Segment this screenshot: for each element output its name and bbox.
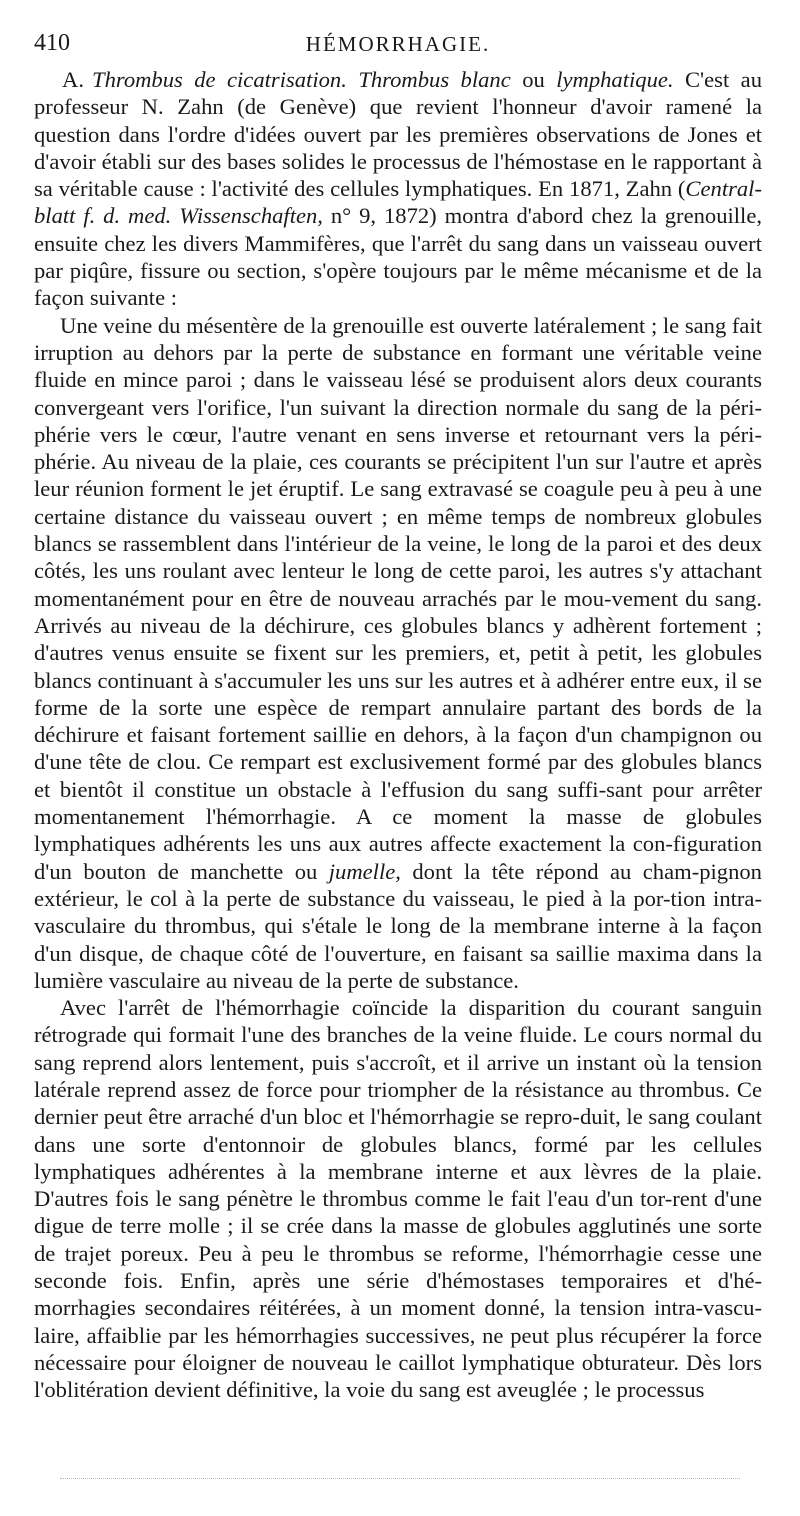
section-subheading: Thrombus blanc: [358, 67, 511, 92]
citation: Central-blatt f. d. med. Wissenschaften,: [34, 176, 762, 229]
section-label: A.: [62, 67, 84, 92]
section-subheading-alt: lymphatique.: [556, 67, 674, 92]
page-number: 410: [34, 30, 70, 56]
paragraph-thrombus-intro: [34, 66, 762, 312]
section-heading: Thrombus de cicatrisation.: [92, 67, 347, 92]
paragraph-text: dont la tête répond au cham-pignon extérieur, le col à la perte de substance du vaisseau, le pied à la por-tion intra-vasculaire du thrombus, qui s'étale le long de la membrane interne à la façon d'un disque, de chaque côté de l'ouverture, en faisant sa saillie maxima dans la lumière vasculaire au niveau de la perte de substance.: [34, 858, 762, 993]
paragraph-text: n° 9, 1872) montra d'abord chez la grenouille, ensuite chez les divers Mammifères, que l'arrêt du sang dans un vaisseau ouvert par piqûre, fissure ou section, s'opère toujours par le même mécanisme et de la façon suivante :: [34, 203, 762, 311]
footer-rule: [60, 1478, 740, 1479]
emphasis: jumelle,: [328, 858, 401, 884]
paragraph-text: Avec l'arrêt de l'hémorrhagie coïncide la disparition du courant sanguin rétrograde qui formait l'une des branches de la veine fluide. Le cours normal du sang reprend alors lentement, puis s'accroît, et il arrive un instant où la tension latérale reprend assez de force pour triompher de la résistance au thrombus. Ce dernier peut être arraché d'un bloc et l'hémorrhagie se repro-duit, le sang coulant dans une sorte d'entonnoir de globules blancs, formé par les cellules lymphatiques adhérentes à la membrane interne et aux lèvres de la plaie. D'autres fois le sang pénètre le thrombus comme le fait l'eau d'un tor-rent d'une digue de terre molle ; il se crée dans la masse de globules agglutinés une sorte de trajet poreux. Peu à peu le thrombus se reforme, l'hémorrhagie cesse une seconde fois. Enfin, après une série d'hémostases temporaires et d'hé-morrhagies secondaires réitérées, à un moment donné, la tension intra-vascu-laire, affaiblie par les hémorrhagies successives, ne peut plus récupérer la force nécessaire pour éloigner de nouveau le caillot lymphatique obturateur. Dès lors l'oblitération devient définitive, la voie du sang est aveuglée ; le processus: [34, 995, 762, 1403]
paragraph-text: Une veine du mésentère de la grenouille est ouverte latéralement ; le sang fait irruption au dehors par la perte de substance en formant une véritable veine fluide en mince paroi ; dans le vaisseau lésé se produisent alors deux courants convergeant vers l'orifice, l'un suivant la direction normale du sang de la péri-phérie vers le cœur, l'autre venant en sens inverse et retournant vers la péri-phérie. Au niveau de la plaie, ces courants se précipitent l'un sur l'autre et après leur réunion forment le jet éruptif. Le sang extravasé se coagule peu à peu à une certaine distance du vaisseau ouvert ; en même temps de nombreux globules blancs se rassemblent dans l'intérieur de la veine, le long de la paroi et des deux côtés, les uns roulant avec lenteur le long de cette paroi, les autres s'y attachant momentanément pour en être de nouveau arrachés par le mou-vement du sang. Arrivés au niveau de la déchirure, ces globules blancs y adhèrent fortement ; d'autres venus ensuite se fixent sur les premiers, et, petit à petit, les globules blancs continuant à s'accumuler les uns sur les autres et à adhérer entre eux, il se forme de la sorte une espèce de rempart annulaire partant des bords de la déchirure et faisant fortement saillie en dehors, à la façon d'un champignon ou d'une tête de clou. Ce rempart est exclusivement formé par des globules blancs et bientôt il constitue un obstacle à l'effusion du sang suffi-sant pour arrêter momentanement l'hémorrhagie. A ce moment la masse de globules lymphatiques adhérents les uns aux autres affecte exactement la con-figuration d'un bouton de manchette ou: [34, 312, 762, 884]
running-title: HÉMORRHAGIE.: [305, 32, 491, 56]
paragraph-hemostasis: [34, 994, 762, 1403]
paragraph-text: C'est au professeur N. Zahn (de Genève) que revient l'honneur d'avoir ramené la question dans l'ordre d'idées ouvert par les premières observations de Jones et d'avoir établi sur des bases solides le processus de l'hémostase en le rapportant à sa véritable cause : l'activité des cellules lymphatiques. En 1871, Zahn (: [34, 67, 762, 202]
page-body: [34, 66, 762, 1404]
paragraph-text: ou: [510, 67, 557, 92]
page-header: [34, 0, 762, 66]
paragraph-mechanism: [34, 312, 762, 994]
